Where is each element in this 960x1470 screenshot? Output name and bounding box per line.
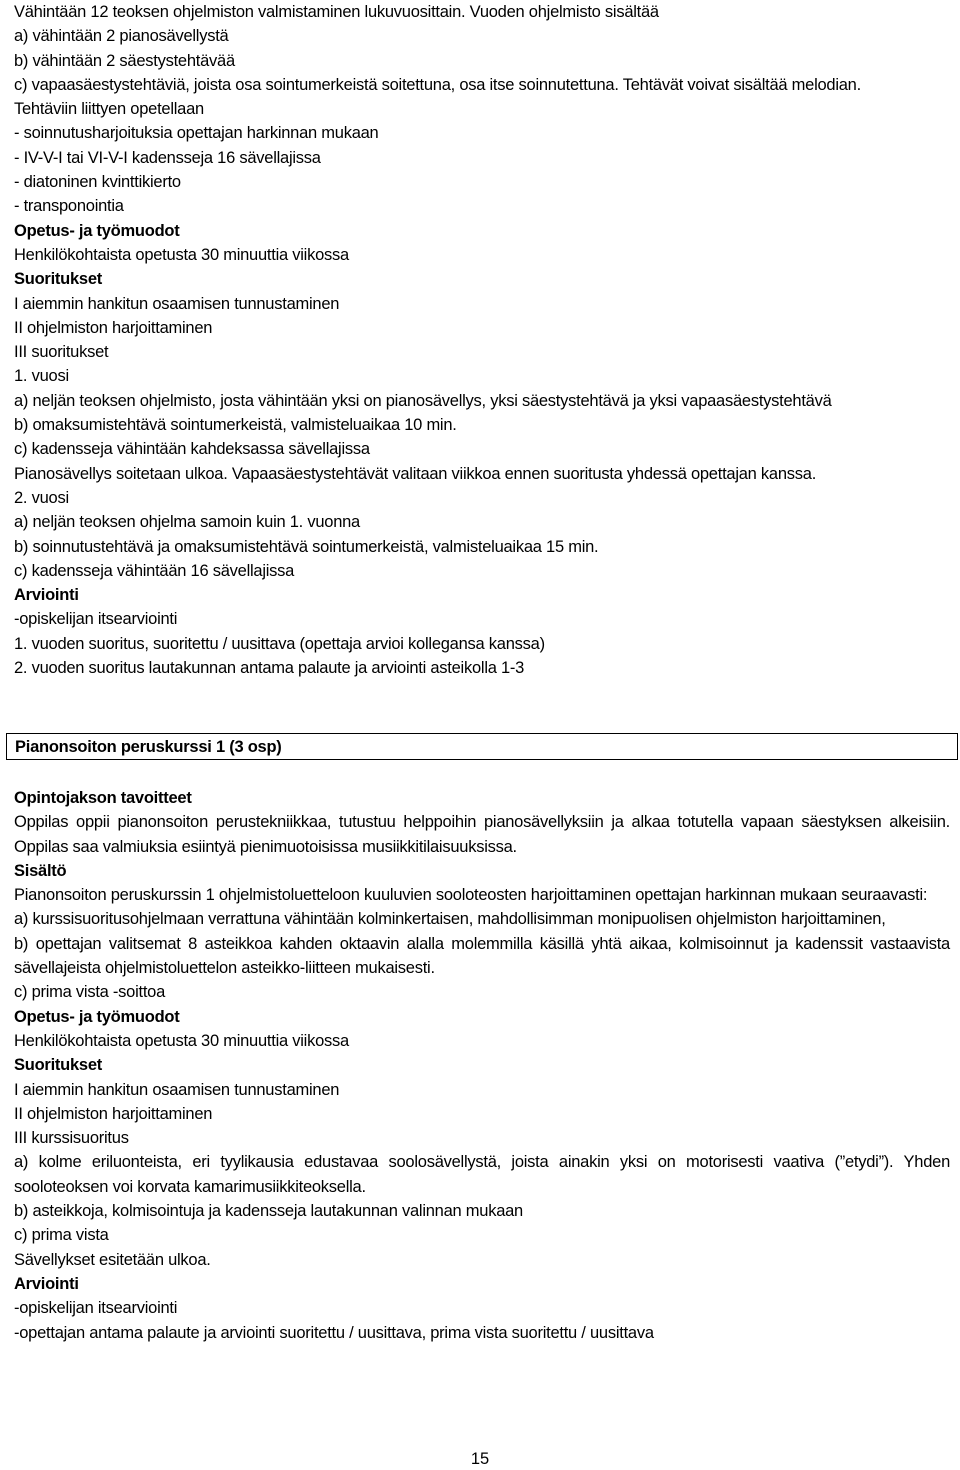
heading-content: Sisältö bbox=[14, 861, 67, 880]
paragraph-item-b: b) opettajan valitsemat 8 asteikkoa kahden oktaavin alalla molemmilla käsillä yhtä aikaa, kolmisoinnut ja kadenssit vastaavista sävellajeista ohjelmistoluettelon asteikko-liitteen mukaisesti. bbox=[14, 934, 950, 978]
text-line: 1. vuosi bbox=[14, 367, 69, 386]
text-line: b) asteikkoja, kolmisointuja ja kadensseja lautakunnan valinnan mukaan bbox=[14, 1202, 523, 1221]
text-line: 2. vuosi bbox=[14, 488, 69, 507]
text-line: c) kadensseja vähintään kahdeksassa sävellajissa bbox=[14, 440, 370, 459]
text-line: a) neljän teoksen ohjelmisto, josta vähintään yksi on pianosävellys, yksi säestystehtävä ja yksi vapaasäestystehtävä bbox=[14, 391, 832, 410]
paragraph-goals: Oppilas oppii pianonsoiton perustekniikkaa, tutustuu helppoihin pianosävellyksiin ja alkaa totutella vapaan säestyksen alkeisiin. Oppilas saa valmiuksia esiintyä pienimuotoisissa musiikkitilaisuuksissa. bbox=[14, 813, 950, 856]
page-number: 15 bbox=[470, 1450, 490, 1468]
text-line: III suoritukset bbox=[14, 343, 109, 362]
text-line: Pianosävellys soitetaan ulkoa. Vapaasäestystehtävät valitaan viikkoa ennen suoritusta yhdessä opettajan kanssa. bbox=[14, 464, 817, 483]
text-line: b) soinnutustehtävä ja omaksumistehtävä sointumerkeistä, valmisteluaikaa 15 min. bbox=[14, 537, 599, 556]
text-line: c) prima vista bbox=[14, 1226, 109, 1245]
text-line: Tehtäviin liittyen opetellaan bbox=[14, 100, 204, 119]
text-line: I aiemmin hankitun osaamisen tunnustaminen bbox=[14, 1080, 340, 1099]
text-line: a) vähintään 2 pianosävellystä bbox=[14, 27, 229, 46]
text-line: II ohjelmiston harjoittaminen bbox=[14, 1104, 213, 1123]
text-line: II ohjelmiston harjoittaminen bbox=[14, 318, 213, 337]
text-line: - transponointia bbox=[14, 197, 124, 216]
text-line: III kurssisuoritus bbox=[14, 1129, 129, 1148]
text-line: -opiskelijan itsearviointi bbox=[14, 1299, 178, 1318]
text-line: -opettajan antama palaute ja arviointi suoritettu / uusittava, prima vista suoritettu / uusittava bbox=[14, 1323, 654, 1342]
text-line: 2. vuoden suoritus lautakunnan antama palaute ja arviointi asteikolla 1-3 bbox=[14, 659, 525, 678]
section-program-requirements bbox=[14, 0, 950, 680]
course-title: Pianonsoiton peruskurssi 1 (3 osp) bbox=[15, 738, 282, 756]
heading-performances: Suoritukset bbox=[14, 1056, 103, 1075]
course-title-box bbox=[6, 733, 958, 760]
text-line: I aiemmin hankitun osaamisen tunnustaminen bbox=[14, 294, 340, 313]
text-line: 1. vuoden suoritus, suoritettu / uusittava (opettaja arvioi kollegansa kanssa) bbox=[14, 634, 545, 653]
text-line: b) omaksumistehtävä sointumerkeistä, valmisteluaikaa 10 min. bbox=[14, 416, 457, 435]
paragraph-item-a: a) kurssisuoritusohjelmaan verrattuna vähintään kolminkertaisen, mahdollisimman monipuolisen ohjelmiston harjoittaminen, bbox=[14, 910, 886, 929]
text-line: Sävellykset esitetään ulkoa. bbox=[14, 1250, 211, 1269]
heading-assessment: Arviointi bbox=[14, 586, 79, 605]
paragraph-content: Pianonsoiton peruskurssin 1 ohjelmistoluetteloon kuuluvien sooloteosten harjoittaminen opettajan harkinnan mukaan seuraavasti: bbox=[14, 886, 928, 905]
paragraph-course-item-a: a) kolme eriluonteista, eri tyylikausia edustavaa soolosävellystä, joista ainakin yksi on motorisesti vaativa (”etydi”). Yhden sooloteoksen voi korvata kamarimusiikkiteoksella. bbox=[14, 1153, 950, 1196]
section-course bbox=[14, 786, 950, 1345]
heading-assessment: Arviointi bbox=[14, 1274, 79, 1293]
text-line: -opiskelijan itsearviointi bbox=[14, 610, 178, 629]
heading-teaching-methods: Opetus- ja työmuodot bbox=[14, 1007, 180, 1026]
text-line: c) vapaasäestystehtäviä, joista osa sointumerkeistä soitettuna, osa itse soinnutettuna. Tehtävät voivat sisältää melodian. bbox=[14, 75, 861, 94]
text-line: c) prima vista -soittoa bbox=[14, 983, 166, 1002]
heading-performances: Suoritukset bbox=[14, 270, 103, 289]
text-line: Henkilökohtaista opetusta 30 minuuttia viikossa bbox=[14, 1031, 349, 1050]
text-line: - diatoninen kvinttikierto bbox=[14, 173, 181, 192]
heading-course-goals: Opintojakson tavoitteet bbox=[14, 789, 192, 807]
text-line: Henkilökohtaista opetusta 30 minuuttia viikossa bbox=[14, 245, 349, 264]
text-line: - IV-V-I tai VI-V-I kadensseja 16 sävellajissa bbox=[14, 148, 321, 167]
text-line: Vähintään 12 teoksen ohjelmiston valmistaminen lukuvuosittain. Vuoden ohjelmisto sisältää bbox=[14, 3, 659, 21]
text-line: - soinnutusharjoituksia opettajan harkinnan mukaan bbox=[14, 124, 379, 143]
text-line: b) vähintään 2 säestystehtävää bbox=[14, 51, 235, 70]
heading-teaching-methods: Opetus- ja työmuodot bbox=[14, 221, 180, 240]
text-line: c) kadensseja vähintään 16 sävellajissa bbox=[14, 561, 295, 580]
text-line: a) neljän teoksen ohjelma samoin kuin 1. vuonna bbox=[14, 513, 360, 532]
